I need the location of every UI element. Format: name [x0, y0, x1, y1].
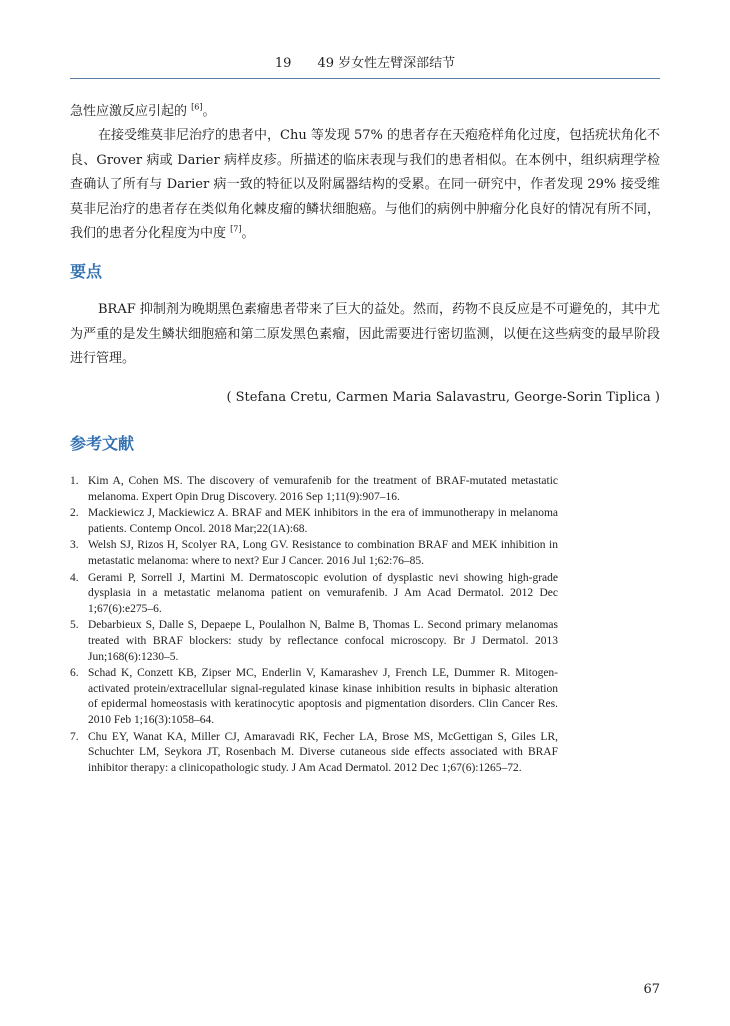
reference-number: 4.: [70, 571, 79, 584]
reference-text: Gerami P, Sorrell J, Martini M. Dermatoscopic evolution of dysplastic nevi showing high-grade dysplasia in a metastatic melanoma patient on vemurafenib. J Am Acad Dermatol. 2012 Dec 1;67(6):e275–6.: [88, 571, 558, 615]
reference-number: 2.: [70, 507, 79, 520]
reference-text: Kim A, Cohen MS. The discovery of vemurafenib for the treatment of BRAF-mutated metastatic melanoma. Expert Opin Drug Discovery. 2016 Sep 1;11(9):907–16.: [88, 475, 558, 503]
reference-number: 6.: [70, 667, 79, 680]
citation-6: [6]: [191, 102, 203, 112]
reference-item: [70, 506, 558, 537]
reference-text: Debarbieux S, Dalle S, Depaepe L, Poulalhon N, Balme B, Thomas L. Second primary melanomas treated with BRAF blockers: study by reflectance confocal microscopy. Br J Dermatol. 2013 Jun;168(6):1230–5.: [88, 619, 558, 663]
reference-text: Chu EY, Wanat KA, Miller CJ, Amaravadi RK, Fecher LA, Brose MS, McGettigan S, Giles LR, Schuchter LM, Seykora JT, Rosenbach M. Diverse cutaneous side effects associated with BRAF inhibitor therapy: a clinicopathologic study. J Am Acad Dermatol. 2012 Dec 1;67(6):1265–72.: [88, 730, 558, 774]
key-points-heading: 要点: [70, 262, 103, 281]
paragraph-continuation: [70, 100, 660, 125]
reference-text: Welsh SJ, Rizos H, Scolyer RA, Long GV. Resistance to combination BRAF and MEK inhibition in metastatic melanoma: where to next? Eur J Cancer. 2016 Jul 1;62:76–85.: [88, 539, 558, 567]
reference-number: 3.: [70, 539, 79, 552]
reference-text: Mackiewicz J, Mackiewicz A. BRAF and MEK inhibitors in the era of immunotherapy in melanoma patients. Contemp Oncol. 2018 Mar;22(1A):68.: [88, 507, 558, 535]
key-points-paragraph: BRAF 抑制剂为晚期黑色素瘤患者带来了巨大的益处。然而，药物不良反应是不可避免的，其中尤为严重的是发生鳞状细胞癌和第二原发黑色素瘤，因此需要进行密切监测，以便在这些病变的最早阶段进行管理。: [70, 302, 660, 366]
reference-item: [70, 730, 558, 777]
reference-item: [70, 571, 558, 618]
para2-end: 。: [241, 226, 255, 241]
chapter-title: 49 岁女性左臂深部结节: [317, 56, 456, 71]
para2-text: 在接受维莫非尼治疗的患者中，Chu 等发现 57% 的患者存在天疱疮样角化过度，包括疣状角化不良、Grover 病或 Darier 病样皮疹。所描述的临床表现与我们的患者相似。在本例中，组织病理学检查确认了所有与 Darier 病一致的特征以及附属器结构的受累。在同一研究中，作者发现 29% 接受维莫非尼治疗的患者存在类似角化棘皮瘤的鳞状细胞癌。与他们的病例中肿瘤分化良好的情况有所不同，我们的患者分化程度为中度: [70, 128, 660, 241]
page-number: 67: [643, 982, 660, 997]
paragraph-discussion: [70, 124, 660, 247]
reference-item: [70, 538, 558, 569]
reference-text: Schad K, Conzett KB, Zipser MC, Enderlin V, Kamarashev J, French LE, Dummer R. Mitogen-activated protein/extracellular signal-regulated kinase kinase inhibition results in biphasic alteration of epidermal homeostasis with keratinocytic apoptosis and pigmentation disorders. Clin Cancer Res. 2010 Feb 1;16(3):1058–64.: [88, 667, 558, 726]
reference-list: [70, 474, 558, 777]
chapter-number: 19: [274, 56, 292, 71]
reference-item: [70, 474, 558, 505]
running-header: [70, 52, 660, 79]
citation-7: [7]: [230, 224, 242, 234]
reference-number: 5.: [70, 619, 79, 632]
reference-item: [70, 666, 558, 728]
reference-number: 7.: [70, 730, 79, 743]
references-heading: 参考文献: [70, 434, 135, 453]
para1-text: 急性应激反应引起的: [70, 104, 188, 119]
reference-number: 1.: [70, 475, 79, 487]
para1-end: 。: [202, 104, 216, 119]
authors-line: ( Stefana Cretu, Carmen Maria Salavastru, George-Sorin Tiplica ): [226, 390, 660, 405]
reference-item: [70, 618, 558, 665]
